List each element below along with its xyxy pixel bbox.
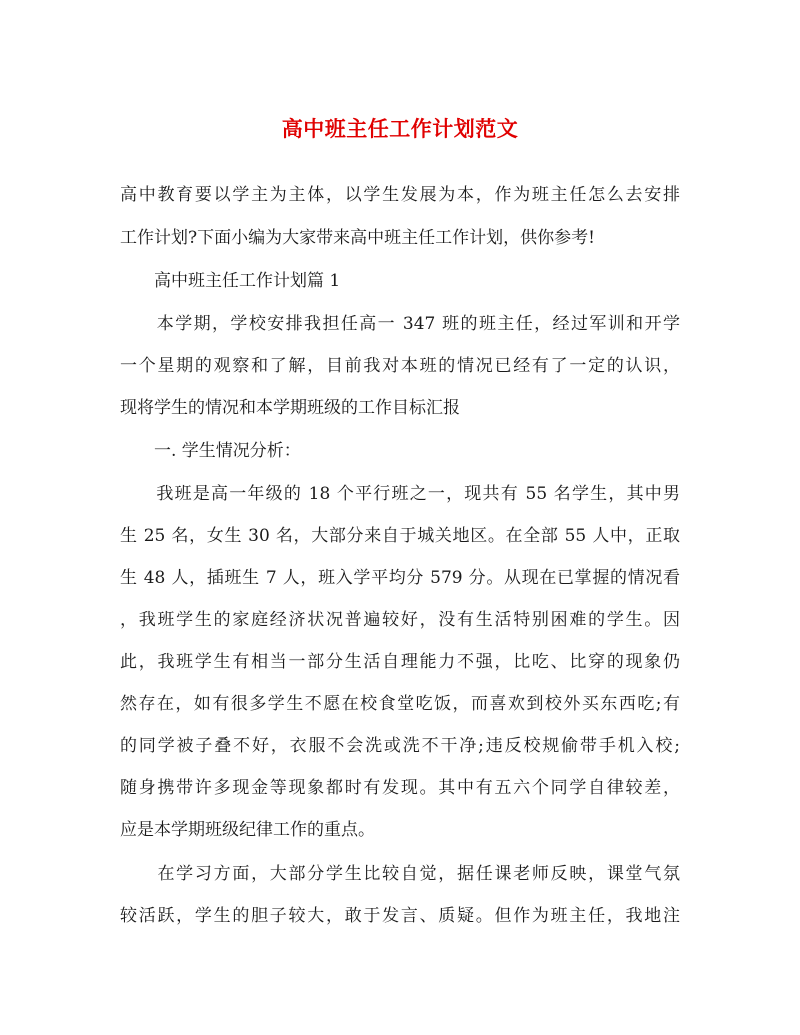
paragraph-line: 较活跃，学生的胆子较大，敢于发言、质疑。但作为班主任，我地注 (120, 906, 680, 926)
paragraph-line: 高中教育要以学主为主体，以学生发展为本，作为班主任怎么去安排 (120, 185, 680, 205)
paragraph-line: 我班是高一年级的 18 个平行班之一，现共有 55 名学生，其中男 (120, 484, 680, 504)
paragraph-line: 随身携带许多现金等现象都时有发现。其中有五六个同学自律较差， (120, 778, 680, 798)
paragraph-line: ，我班学生的家庭经济状况普遍较好，没有生活特别困难的学生。因 (120, 610, 680, 630)
paragraph-line: 一个星期的观察和了解，目前我对本班的情况已经有了一定的认识， (120, 356, 680, 376)
section-heading: 一. 学生情况分析： (120, 441, 301, 461)
paragraph-line: 然存在，如有很多学生不愿在校食堂吃饭，而喜欢到校外买东西吃;有 (120, 694, 680, 714)
paragraph-line: 生 48 人，插班生 7 人，班入学平均分 579 分。从现在已掌握的情况看 (120, 568, 680, 588)
paragraph-line: 本学期，学校安排我担任高一 347 班的班主任，经过军训和开学 (120, 314, 680, 334)
document-title: 高中班主任工作计划范文 (281, 116, 519, 141)
paragraph-line: 此，我班学生有相当一部分生活自理能力不强，比吃、比穿的现象仍 (120, 652, 680, 672)
paragraph-line: 在学习方面，大部分学生比较自觉，据任课老师反映，课堂气氛 (120, 864, 680, 884)
paragraph-line: 的同学被子叠不好，衣服不会洗或洗不干净;违反校规偷带手机入校; (120, 736, 680, 756)
paragraph-line: 工作计划?下面小编为大家带来高中班主任工作计划，供你参考! (120, 228, 595, 248)
paragraph-line: 现将学生的情况和本学期班级的工作目标汇报 (120, 398, 460, 418)
paragraph-line: 生 25 名，女生 30 名，大部分来自于城关地区。在全部 55 人中，正取 (120, 526, 680, 546)
section-heading: 高中班主任工作计划篇 1 (120, 271, 341, 291)
paragraph-line: 应是本学期班级纪律工作的重点。 (120, 820, 375, 840)
